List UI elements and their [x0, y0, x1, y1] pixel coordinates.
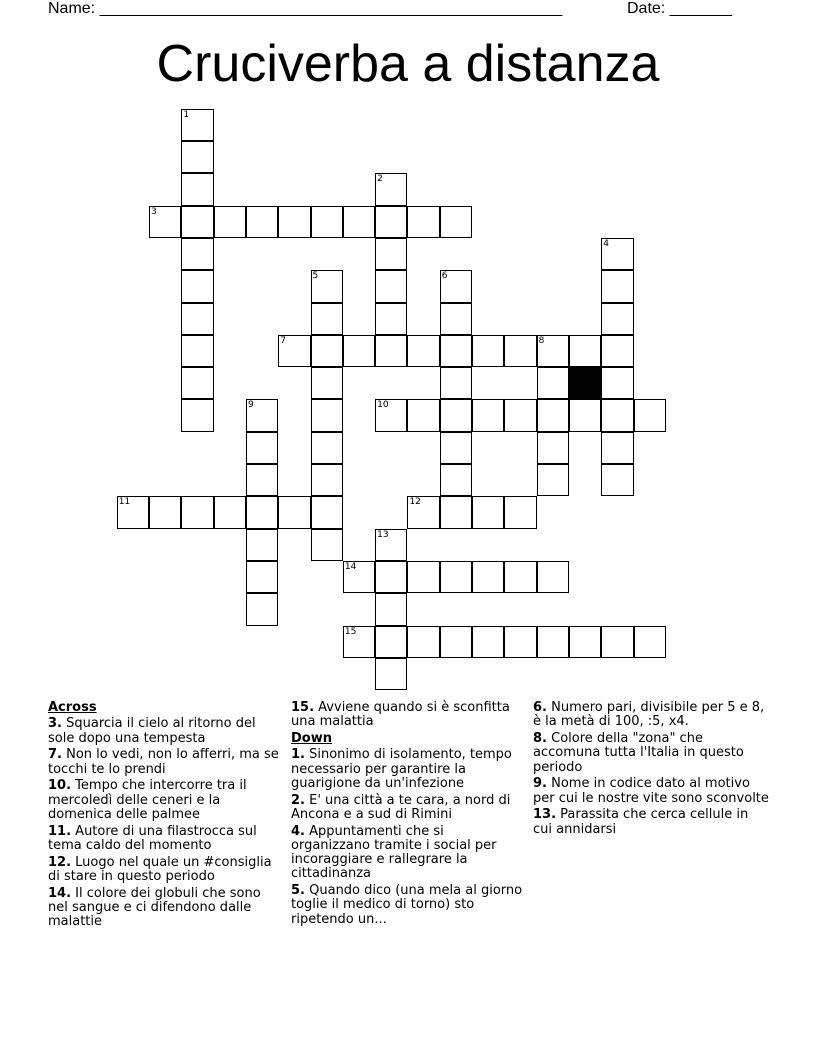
cell-number: 7	[280, 335, 286, 346]
cell-number: 2	[377, 174, 383, 185]
clue-text: Il colore dei globuli che sono nel sangue e ci difendono dalle malattie	[48, 885, 261, 930]
cell-number: 14	[344, 561, 357, 572]
grid-cell[interactable]	[278, 496, 310, 528]
clue-number: 11.	[48, 823, 72, 839]
grid-cell[interactable]	[634, 399, 666, 431]
grid-cell[interactable]	[375, 529, 407, 561]
grid-cell[interactable]	[440, 335, 472, 367]
grid-cell[interactable]	[181, 238, 213, 270]
grid-cell[interactable]	[407, 496, 439, 528]
grid-cell[interactable]	[181, 303, 213, 335]
clue-text: E' una città a te cara, a nord di Ancona e a sud di Rimini	[291, 792, 511, 822]
down-heading: Down	[291, 730, 332, 746]
grid-cell[interactable]	[440, 496, 472, 528]
clue-text: Tempo che intercorre tra il mercoledì delle ceneri e la domenica delle palmee	[48, 778, 247, 822]
clue-number: 8.	[533, 730, 547, 746]
clue-down-5	[291, 884, 525, 927]
clue-down-9	[533, 777, 769, 806]
clue-text: Autore di una filastrocca sul tema caldo del momento	[48, 823, 257, 853]
cell-number: 12	[409, 497, 421, 508]
grid-cell[interactable]	[181, 367, 213, 399]
grid-cell[interactable]	[601, 335, 633, 367]
cell-number: 3	[151, 206, 157, 217]
clue-number: 15.	[291, 700, 315, 715]
grid-cell[interactable]	[407, 335, 439, 367]
grid-cell[interactable]	[181, 496, 213, 528]
grid-cell[interactable]	[343, 561, 375, 593]
grid-cell[interactable]	[181, 270, 213, 302]
grid-cell[interactable]	[181, 173, 213, 205]
cell-number: 10	[377, 400, 389, 411]
clue-number: 10.	[48, 778, 72, 794]
clue-down-8	[533, 732, 769, 775]
grid-cell[interactable]	[343, 206, 375, 238]
grid-block	[569, 367, 601, 399]
clue-text: Colore della "zona" che accomuna tutta l'Italia in questo periodo	[533, 730, 744, 775]
grid-cell[interactable]	[246, 399, 278, 431]
grid-cell[interactable]	[504, 496, 536, 528]
clue-text: Squarcia il cielo al ritorno del sole dopo una tempesta	[48, 716, 256, 746]
clue-text: Non lo vedi, non lo afferri, ma se tocchi te lo prendi	[48, 747, 279, 777]
grid-cell[interactable]	[601, 303, 633, 335]
grid-cell[interactable]	[311, 399, 343, 431]
grid-cell[interactable]	[311, 303, 343, 335]
grid-cell[interactable]	[537, 432, 569, 464]
cell-number: 9	[247, 400, 254, 411]
clue-across-15	[291, 701, 525, 730]
grid-cell[interactable]	[375, 658, 407, 690]
grid-cell[interactable]	[407, 626, 439, 658]
grid-cell[interactable]	[246, 593, 278, 625]
grid-cell[interactable]	[440, 399, 472, 431]
grid-cell[interactable]	[601, 270, 633, 302]
grid-cell[interactable]	[601, 399, 633, 431]
across-heading: Across	[48, 700, 97, 715]
grid-cell[interactable]	[278, 335, 310, 367]
clue-number: 1.	[291, 747, 305, 763]
grid-cell[interactable]	[375, 238, 407, 270]
clues-column-3	[533, 701, 769, 839]
grid-cell[interactable]	[472, 335, 504, 367]
grid-cell[interactable]	[504, 399, 536, 431]
clue-text: Sinonimo di isolamento, tempo necessario per garantire la guarigione da un'infezione	[291, 747, 512, 791]
grid-cell[interactable]	[407, 399, 439, 431]
grid-cell[interactable]	[569, 335, 601, 367]
grid-cell[interactable]	[181, 335, 213, 367]
clue-down-2	[291, 794, 525, 823]
grid-cell[interactable]	[440, 432, 472, 464]
clue-number: 14.	[48, 885, 72, 901]
grid-cell[interactable]	[214, 206, 246, 238]
grid-cell[interactable]	[537, 626, 569, 658]
grid-cell[interactable]	[246, 206, 278, 238]
clues-column-2	[291, 701, 525, 929]
grid-cell[interactable]	[214, 496, 246, 528]
grid-cell[interactable]	[440, 367, 472, 399]
cell-number: 15	[344, 626, 357, 637]
grid-cell[interactable]	[375, 399, 407, 431]
clue-down-13	[533, 808, 769, 837]
grid-cell[interactable]	[311, 367, 343, 399]
cell-number: 5	[312, 271, 319, 282]
clue-text: Numero pari, divisibile per 5 e 8, è la metà di 100, :5, x4.	[533, 700, 765, 730]
grid-cell[interactable]	[343, 626, 375, 658]
clue-number: 6.	[533, 700, 547, 715]
grid-cell[interactable]	[601, 367, 633, 399]
grid-cell[interactable]	[504, 335, 536, 367]
grid-cell[interactable]	[601, 626, 633, 658]
clue-across-12	[48, 856, 280, 885]
grid-cell[interactable]	[440, 303, 472, 335]
grid-cell[interactable]	[601, 238, 633, 270]
grid-cell[interactable]	[472, 496, 504, 528]
grid-cell[interactable]	[440, 561, 472, 593]
grid-cell[interactable]	[311, 529, 343, 561]
clue-number: 7.	[48, 747, 62, 763]
grid-cell[interactable]	[375, 593, 407, 625]
clue-across-10	[48, 779, 280, 822]
grid-cell[interactable]	[504, 561, 536, 593]
grid-cell[interactable]	[246, 561, 278, 593]
grid-cell[interactable]	[537, 399, 569, 431]
grid-cell[interactable]	[440, 270, 472, 302]
grid-cell[interactable]	[246, 496, 278, 528]
cell-number: 6	[441, 271, 448, 282]
clue-number: 2.	[291, 792, 305, 808]
grid-cell[interactable]	[311, 335, 343, 367]
grid-cell[interactable]	[440, 464, 472, 496]
grid-cell[interactable]	[537, 367, 569, 399]
grid-cell[interactable]	[149, 206, 181, 238]
grid-cell[interactable]	[246, 432, 278, 464]
name-field[interactable]: Name: ____________________________________________________	[48, 0, 563, 17]
grid-cell[interactable]	[472, 399, 504, 431]
grid-cell[interactable]	[601, 432, 633, 464]
clue-across-7	[48, 748, 280, 777]
grid-cell[interactable]	[375, 303, 407, 335]
puzzle-title: Cruciverba a distanza	[156, 35, 660, 93]
grid-cell[interactable]	[181, 141, 213, 173]
clue-text: Appuntamenti che si organizzano tramite i social per incoraggiare e rallegrare la cittadinanza	[291, 823, 497, 882]
clue-text: Avviene quando si è sconfitta una malattia	[291, 700, 510, 730]
clue-number: 9.	[533, 776, 547, 792]
grid-cell[interactable]	[311, 206, 343, 238]
grid-cell[interactable]	[634, 626, 666, 658]
grid-cell[interactable]	[246, 529, 278, 561]
clue-number: 5.	[291, 883, 305, 899]
grid-cell[interactable]	[181, 399, 213, 431]
grid-cell[interactable]	[537, 561, 569, 593]
grid-cell[interactable]	[375, 270, 407, 302]
grid-cell[interactable]	[181, 206, 213, 238]
clue-text: Parassita che cerca cellule in cui annidarsi	[533, 807, 749, 837]
grid-cell[interactable]	[375, 206, 407, 238]
cell-number: 13	[377, 529, 389, 540]
grid-cell[interactable]	[375, 335, 407, 367]
clues-column-1	[48, 701, 280, 932]
clue-down-6	[533, 701, 769, 730]
grid-cell[interactable]	[375, 626, 407, 658]
grid-cell[interactable]	[504, 626, 536, 658]
clue-across-11	[48, 825, 280, 854]
clue-down-1	[291, 748, 525, 791]
grid-cell[interactable]	[472, 561, 504, 593]
grid-cell[interactable]	[311, 464, 343, 496]
grid-cell[interactable]	[440, 206, 472, 238]
grid-cell[interactable]	[407, 206, 439, 238]
clue-number: 12.	[48, 854, 72, 870]
clue-number: 13.	[533, 807, 557, 823]
grid-cell[interactable]	[537, 335, 569, 367]
clue-across-14	[48, 887, 280, 930]
grid-cell[interactable]	[343, 335, 375, 367]
clue-text: Luogo nel quale un #consiglia di stare in questo periodo	[48, 854, 272, 884]
grid-cell[interactable]	[311, 270, 343, 302]
grid-cell[interactable]	[407, 561, 439, 593]
cell-number: 4	[603, 238, 609, 249]
cell-number: 1	[183, 109, 190, 120]
cell-number: 8	[538, 335, 545, 346]
grid-cell[interactable]	[117, 496, 149, 528]
date-field[interactable]: Date: _______	[627, 0, 732, 17]
clue-across-3	[48, 717, 280, 746]
grid-cell[interactable]	[472, 626, 504, 658]
grid-cell[interactable]	[569, 626, 601, 658]
grid-cell[interactable]	[569, 399, 601, 431]
grid-cell[interactable]	[278, 206, 310, 238]
grid-cell[interactable]	[601, 464, 633, 496]
grid-cell[interactable]	[181, 109, 213, 141]
grid-cell[interactable]	[311, 432, 343, 464]
clue-text: Quando dico (una mela al giorno toglie il medico di torno) sto ripetendo un...	[291, 883, 523, 927]
grid-cell[interactable]	[246, 464, 278, 496]
clue-number: 4.	[291, 823, 305, 839]
cell-number: 11	[118, 497, 131, 508]
clue-text: Nome in codice dato al motivo per cui le nostre vite sono sconvolte	[533, 776, 769, 806]
grid-cell[interactable]	[149, 496, 181, 528]
clue-number: 3.	[48, 716, 62, 732]
grid-cell[interactable]	[375, 173, 407, 205]
grid-cell[interactable]	[311, 496, 343, 528]
clue-down-4	[291, 825, 525, 882]
grid-cell[interactable]	[440, 626, 472, 658]
grid-cell[interactable]	[537, 464, 569, 496]
grid-cell[interactable]	[375, 561, 407, 593]
